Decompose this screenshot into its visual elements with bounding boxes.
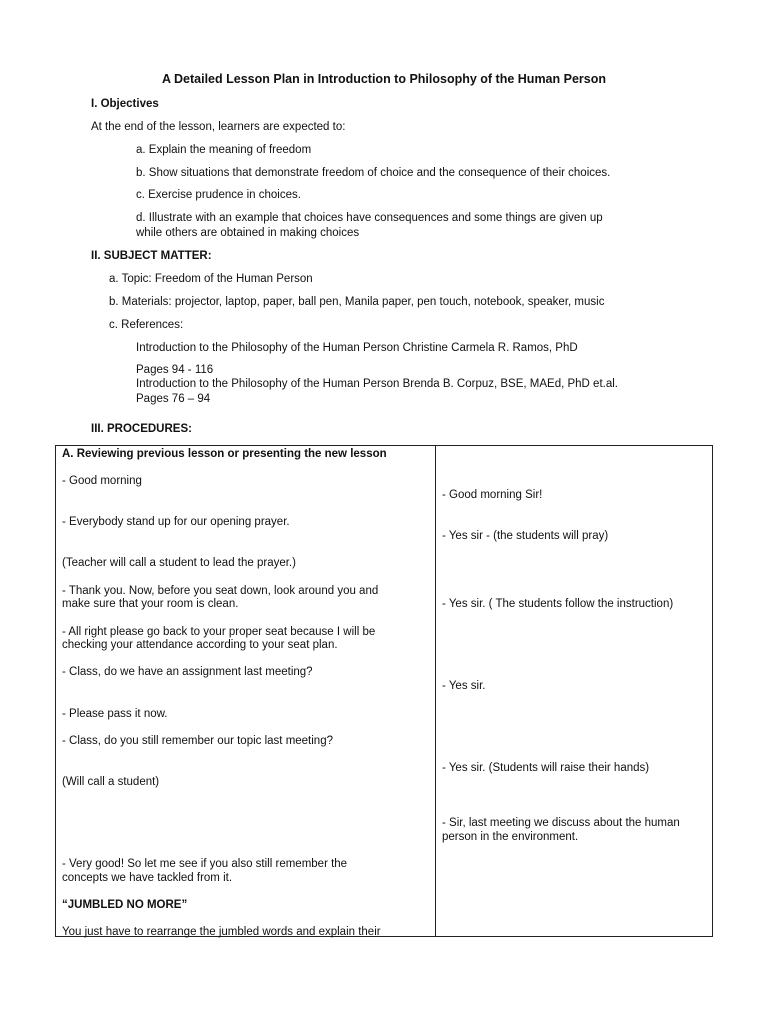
objectives-intro: At the end of the lesson, learners are expected to: [91,121,346,133]
teacher-line: - All right please go back to your proper seat because I will be [62,626,376,638]
teacher-line: - Thank you. Now, before you seat down, look around you and [62,585,379,597]
student-response: person in the environment. [442,831,579,843]
objectives-heading: I. Objectives [91,98,159,110]
objective-d-line2: while others are obtained in making choices [136,227,360,239]
subject-topic: a. Topic: Freedom of the Human Person [109,273,313,285]
subject-references-label: c. References: [109,319,184,331]
reference-2: Introduction to the Philosophy of the Human Person Brenda B. Corpuz, BSE, MAEd, PhD et.al. [136,378,618,390]
student-response: - Yes sir. [442,680,486,692]
subject-materials: b. Materials: projector, laptop, paper, ball pen, Manila paper, pen touch, notebook, speaker, music [109,296,605,308]
reference-2-pages: Pages 76 – 94 [136,393,211,405]
objective-a: a. Explain the meaning of freedom [136,144,312,156]
student-response: - Yes sir. ( The students follow the instruction) [442,598,674,610]
student-response: - Yes sir - (the students will pray) [442,530,609,542]
reference-1: Introduction to the Philosophy of the Human Person Christine Carmela R. Ramos, PhD [136,342,578,354]
teacher-line: (Will call a student) [62,776,160,788]
activity-title: “JUMBLED NO MORE” [62,899,188,911]
teacher-line: concepts we have tackled from it. [62,872,233,884]
teacher-line: - Class, do we have an assignment last meeting? [62,666,313,678]
objective-b: b. Show situations that demonstrate freedom of choice and the consequence of their choices. [136,167,611,179]
teacher-line: - Very good! So let me see if you also still remember the [62,858,348,870]
student-response: - Good morning Sir! [442,489,543,501]
teacher-line: make sure that your room is clean. [62,598,239,610]
reference-1-pages: Pages 94 - 116 [136,364,214,376]
teacher-line: checking your attendance according to your seat plan. [62,639,338,651]
procedures-heading: III. PROCEDURES: [91,423,192,435]
teacher-line: - Good morning [62,475,142,487]
objective-c: c. Exercise prudence in choices. [136,189,301,201]
table-section-heading: A. Reviewing previous lesson or presenting the new lesson [62,448,387,460]
teacher-line: (Teacher will call a student to lead the prayer.) [62,557,296,569]
procedures-table [55,445,713,937]
teacher-line: - Class, do you still remember our topic last meeting? [62,735,333,747]
subject-matter-heading: II. SUBJECT MATTER: [91,250,212,262]
teacher-line: - Please pass it now. [62,708,168,720]
lesson-plan-title: A Detailed Lesson Plan in Introduction to Philosophy of the Human Person [161,72,606,86]
student-response: - Yes sir. (Students will raise their hands) [442,762,650,774]
teacher-line: You just have to rearrange the jumbled words and explain their [62,926,381,938]
objective-d-line1: d. Illustrate with an example that choices have consequences and some things are given up [136,212,603,224]
teacher-line: - Everybody stand up for our opening prayer. [62,516,290,528]
student-response: - Sir, last meeting we discuss about the human [442,817,680,829]
table-column-divider [435,446,436,936]
